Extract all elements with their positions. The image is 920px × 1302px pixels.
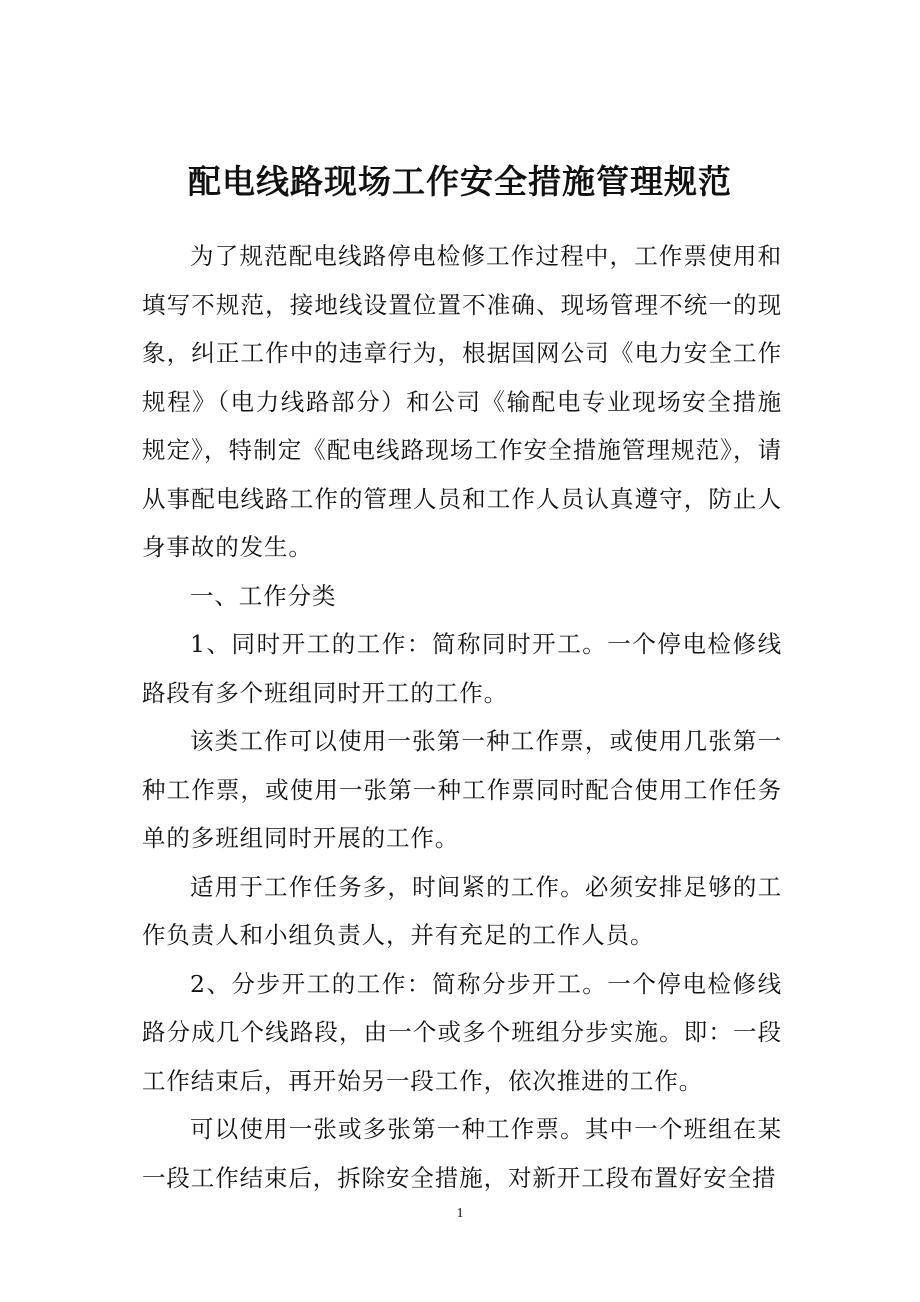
section-heading-work-classification: 一、工作分类: [190, 581, 337, 610]
paragraph-intro: 为了规范配电线路停电检修工作过程中，工作票使用和填写不规范，接地线设置位置不准确、现场管理不统一的现象，纠正工作中的违章行为，根据国网公司《电力安全工作规程》（电力线路部分）和公司《输配电专业现场安全措施规定》，特制定《配电线路现场工作安全措施管理规范》，请从事配电线路工作的管理人员和工作人员认真遵守，防止人身事故的发生。: [142, 242, 782, 561]
paragraph-work-ticket-usage: 该类工作可以使用一张第一种工作票，或使用几张第一种工作票，或使用一张第一种工作票同时配合使用工作任务单的多班组同时开展的工作。: [142, 727, 782, 852]
page-number: 1: [456, 1206, 464, 1221]
document-body: [142, 232, 782, 1202]
paragraph-applicability: 适用于工作任务多，时间紧的工作。必须安排足够的工作负责人和小组负责人，并有充足的工作人员。: [142, 872, 782, 949]
paragraph-stepwise-ticket: 可以使用一张或多张第一种工作票。其中一个班组在某一段工作结束后，拆除安全措施，对新开工段布置好安全措: [142, 1115, 782, 1192]
document-title: 配电线路现场工作安全措施管理规范: [188, 162, 732, 201]
paragraph-simultaneous-start: 1、同时开工的工作：简称同时开工。一个停电检修线路段有多个班组同时开工的工作。: [142, 630, 782, 707]
paragraph-stepwise-start: 2、分步开工的工作：简称分步开工。一个停电检修线路分成几个线路段，由一个或多个班组分步实施。即：一段工作结束后，再开始另一段工作，依次推进的工作。: [142, 969, 782, 1095]
